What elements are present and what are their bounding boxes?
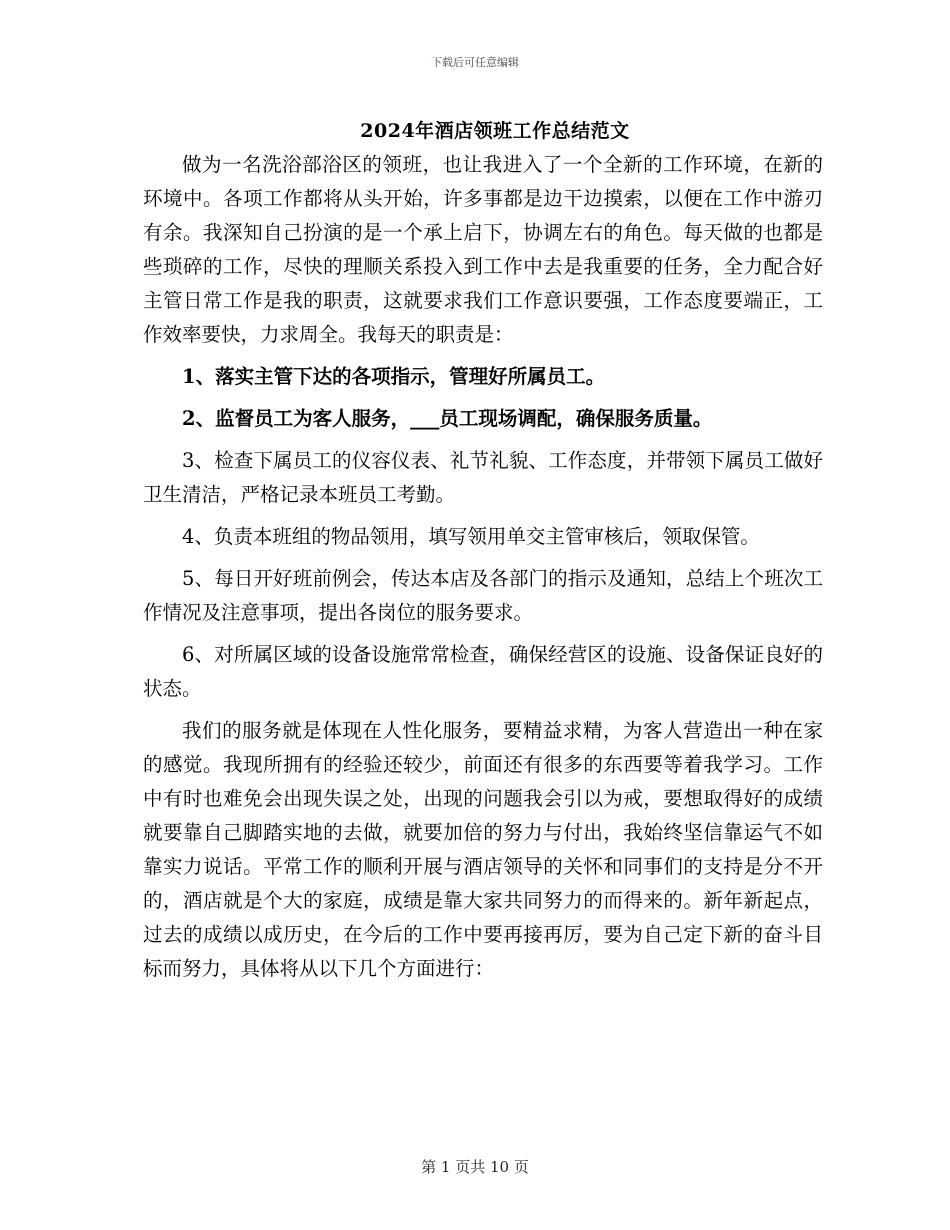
document-body — [143, 148, 823, 986]
download-note: 下载后可任意编辑 — [431, 56, 519, 69]
duty-item-2: 2、监督员工为客人服务，___员工现场调配，确保服务质量。 — [182, 407, 713, 430]
duty-item-3: 3、检查下属员工的仪容仪表、礼节礼貌、工作态度，并带领下属员工做好卫生清洁，严格记录本班员工考勤。 — [143, 449, 823, 506]
intro-paragraph: 做为一名洗浴部浴区的领班，也让我进入了一个全新的工作环境，在新的环境中。各项工作都将从头开始，许多事都是边干边摸索，以便在工作中游刃有余。我深知自己扮演的是一个承上启下，协调左右的角色。每天做的也都是些琐碎的工作，尽快的理顺关系投入到工作中去是我重要的任务，全力配合好主管日常工作是我的职责，这就要求我们工作意识要强，工作态度要端正，工作效率要快，力求周全。我每天的职责是： — [143, 153, 823, 346]
page-number: 第 1 页共 10 页 — [421, 1158, 529, 1176]
duty-item-5: 5、每日开好班前例会，传达本店及各部门的指示及通知，总结上个班次工作情况及注意事项，提出各岗位的服务要求。 — [143, 567, 823, 624]
duty-item-6: 6、对所属区域的设备设施常常检查，确保经营区的设施、设备保证良好的状态。 — [143, 643, 823, 700]
closing-paragraph: 我们的服务就是体现在人性化服务，要精益求精，为客人营造出一种在家的感觉。我现所拥有的经验还较少，前面还有很多的东西要等着我学习。工作中有时也难免会出现失误之处，出现的问题我会引以为戒，要想取得好的成绩就要靠自己脚踏实地的去做，就要加倍的努力与付出，我始终坚信靠运气不如靠实力说话。平常工作的顺利开展与酒店领导的关怀和同事们的支持是分不开的，酒店就是个大的家庭，成绩是靠大家共同努力的而得来的。新年新起点，过去的成绩以成历史，在今后的工作中要再接再厉，要为自己定下新的奋斗目标而努力，具体将从以下几个方面进行： — [143, 719, 823, 980]
document-title: 2024年酒店领班工作总结范文 — [360, 120, 630, 142]
duty-item-1: 1、落实主管下达的各项指示，管理好所属员工。 — [182, 365, 606, 388]
duty-item-4: 4、负责本班组的物品领用，填写领用单交主管审核后，领取保管。 — [182, 525, 760, 548]
